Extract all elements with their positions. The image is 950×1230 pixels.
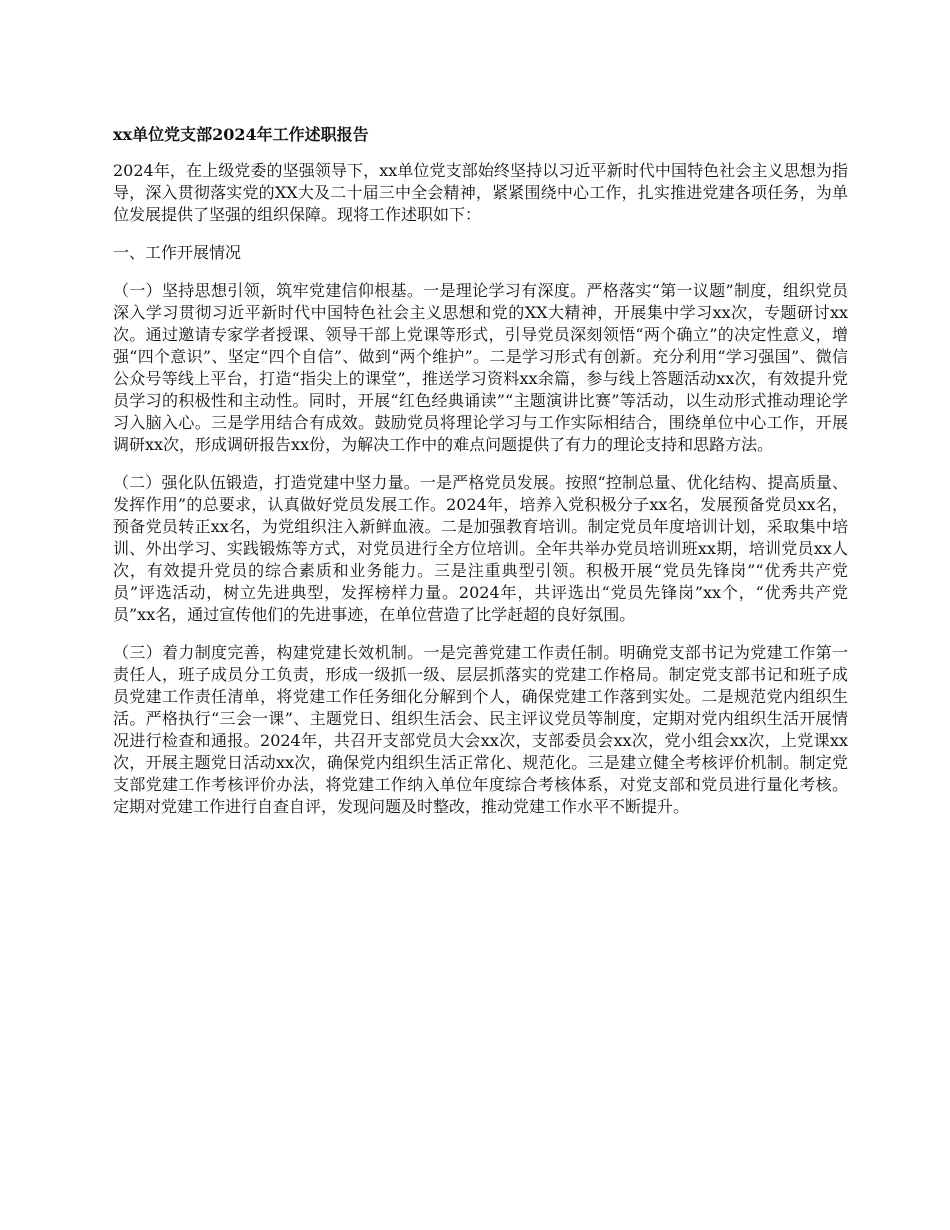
document-page bbox=[113, 124, 848, 834]
intro-paragraph: 2024年，在上级党委的坚强领导下，xx单位党支部始终坚持以习近平新时代中国特色社会主义思想为指导，深入贯彻落实党的XX大及二十届三中全会精神，紧紧围绕中心工作，扎实推进党建各项任务，为单位发展提供了坚强的组织保障。现将工作述职如下： bbox=[113, 161, 848, 224]
body-paragraph-3: （三）着力制度完善，构建党建长效机制。一是完善党建工作责任制。明确党支部书记为党建工作第一责任人，班子成员分工负责，形成一级抓一级、层层抓落实的党建工作格局。制定党支部书记和班子成员党建工作责任清单，将党建工作任务细化分解到个人，确保党建工作落到实处。二是规范党内组织生活。严格执行“三会一课”、主题党日、组织生活会、民主评议党员等制度，定期对党内组织生活开展情况进行检查和通报。2024年，共召开支部党员大会xx次，支部委员会xx次，党小组会xx次，上党课xx次，开展主题党日活动xx次，确保党内组织生活正常化、规范化。三是建立健全考核评价机制。制定党支部党建工作考核评价办法，将党建工作纳入单位年度综合考核体系，对党支部和党员进行量化考核。定期对党建工作进行自查自评，发现问题及时整改，推动党建工作水平不断提升。 bbox=[113, 643, 848, 816]
section-heading: 一、工作开展情况 bbox=[113, 243, 242, 262]
body-paragraph-2: （二）强化队伍锻造，打造党建中坚力量。一是严格党员发展。按照“控制总量、优化结构、提高质量、发挥作用”的总要求，认真做好党员发展工作。2024年，培养入党积极分子xx名，发展预备党员xx名，预备党员转正xx名，为党组织注入新鲜血液。二是加强教育培训。制定党员年度培训计划，采取集中培训、外出学习、实践锻炼等方式，对党员进行全方位培训。全年共举办党员培训班xx期，培训党员xx人次，有效提升党员的综合素质和业务能力。三是注重典型引领。积极开展“党员先锋岗”“优秀共产党员”评选活动，树立先进典型，发挥榜样力量。2024年，共评选出“党员先锋岗”xx个，“优秀共产党员”xx名，通过宣传他们的先进事迹，在单位营造了比学赶超的良好氛围。 bbox=[113, 473, 848, 624]
document-title: xx单位党支部2024年工作述职报告 bbox=[113, 125, 369, 144]
body-paragraph-1: （一）坚持思想引领，筑牢党建信仰根基。一是理论学习有深度。严格落实“第一议题”制度，组织党员深入学习贯彻习近平新时代中国特色社会主义思想和党的XX大精神，开展集中学习xx次，专题研讨xx次。通过邀请专家学者授课、领导干部上党课等形式，引导党员深刻领悟“两个确立”的决定性意义，增强“四个意识”、坚定“四个自信”、做到“两个维护”。二是学习形式有创新。充分利用“学习强国”、微信公众号等线上平台，打造“指尖上的课堂”，推送学习资料xx余篇，参与线上答题活动xx次，有效提升党员学习的积极性和主动性。同时，开展“红色经典诵读”“主题演讲比赛”等活动，以生动形式推动理论学习入脑入心。三是学用结合有成效。鼓励党员将理论学习与工作实际相结合，围绕单位中心工作，开展调研xx次，形成调研报告xx份，为解决工作中的难点问题提供了有力的理论支持和思路方法。 bbox=[113, 281, 848, 454]
